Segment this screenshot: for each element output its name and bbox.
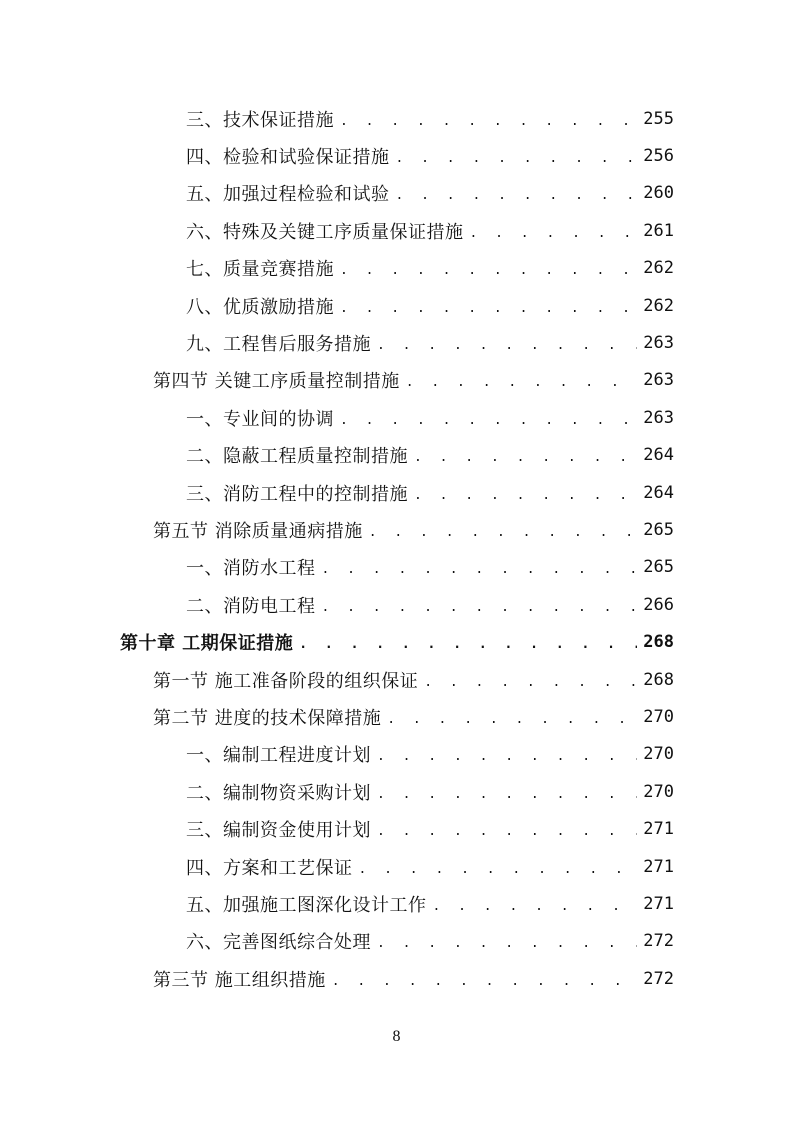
toc-entry-page-number: 255 — [643, 108, 674, 129]
toc-entry-page-number: 264 — [643, 445, 674, 466]
toc-subsection-entry[interactable] — [0, 736, 793, 773]
toc-entry-page-number: 266 — [643, 594, 674, 615]
toc-dot-leader — [424, 671, 637, 689]
toc-entry-label: 一、编制工程进度计划 — [186, 745, 371, 767]
toc-dot-leader — [396, 184, 638, 202]
toc-section-entry[interactable] — [0, 661, 793, 698]
toc-dot-leader — [299, 633, 637, 651]
toc-entry-page-number: 268 — [643, 669, 674, 690]
toc-dot-leader — [377, 932, 637, 950]
toc-entry-page-number: 271 — [643, 893, 674, 914]
toc-entry-page-number: 272 — [643, 931, 674, 952]
toc-subsection-entry[interactable] — [0, 324, 793, 361]
toc-entry-label: 二、消防电工程 — [186, 595, 316, 617]
toc-entry-label: 第十章 工期保证措施 — [120, 633, 294, 655]
toc-entry-page-number: 263 — [643, 370, 674, 391]
page-number: 8 — [392, 1028, 401, 1045]
toc-section-entry[interactable] — [0, 698, 793, 735]
toc-entry-label: 三、编制资金使用计划 — [186, 820, 371, 842]
toc-entry-label: 第三节 施工组织措施 — [153, 969, 326, 991]
toc-subsection-entry[interactable] — [0, 100, 793, 137]
toc-subsection-entry[interactable] — [0, 549, 793, 586]
toc-entry-label: 七、质量竞赛措施 — [186, 259, 334, 281]
toc-subsection-entry[interactable] — [0, 586, 793, 623]
toc-subsection-entry[interactable] — [0, 848, 793, 885]
toc-entry-page-number: 270 — [643, 744, 674, 765]
toc-dot-leader — [470, 222, 638, 240]
toc-entry-page-number: 263 — [643, 407, 674, 428]
toc-entry-label: 一、专业间的协调 — [186, 408, 334, 430]
toc-dot-leader — [340, 297, 637, 315]
toc-section-entry[interactable] — [0, 511, 793, 548]
toc-subsection-entry[interactable] — [0, 250, 793, 287]
toc-subsection-entry[interactable] — [0, 287, 793, 324]
toc-entry-label: 第五节 消除质量通病措施 — [153, 520, 363, 542]
toc-entry-page-number: 270 — [643, 781, 674, 802]
toc-entry-page-number: 264 — [643, 482, 674, 503]
toc-entry-page-number: 271 — [643, 819, 674, 840]
toc-entry-page-number: 262 — [643, 295, 674, 316]
toc-entry-page-number: 260 — [643, 183, 674, 204]
toc-entry-label: 二、隐蔽工程质量控制措施 — [186, 446, 408, 468]
toc-dot-leader — [414, 446, 637, 464]
toc-dot-leader — [433, 895, 638, 913]
toc-entry-label: 五、加强施工图深化设计工作 — [186, 894, 427, 916]
toc-entry-page-number: 262 — [643, 258, 674, 279]
toc-entry-label: 第一节 施工准备阶段的组织保证 — [153, 670, 419, 692]
toc-entry-label: 六、特殊及关键工序质量保证措施 — [186, 221, 464, 243]
toc-entry-label: 二、编制物资采购计划 — [186, 782, 371, 804]
toc-dot-leader — [340, 110, 637, 128]
toc-subsection-entry[interactable] — [0, 810, 793, 847]
toc-subsection-entry[interactable] — [0, 923, 793, 960]
toc-dot-leader — [414, 484, 637, 502]
toc-chapter-entry[interactable] — [0, 623, 793, 660]
toc-subsection-entry[interactable] — [0, 212, 793, 249]
toc-entry-page-number: 270 — [643, 706, 674, 727]
toc-entry-label: 第四节 关键工序质量控制措施 — [153, 371, 400, 393]
toc-entry-label: 第二节 进度的技术保障措施 — [153, 707, 382, 729]
toc-entry-label: 六、完善图纸综合处理 — [186, 932, 371, 954]
toc-dot-leader — [377, 745, 637, 763]
toc-dot-leader — [340, 259, 637, 277]
toc-entry-label: 九、工程售后服务措施 — [186, 334, 371, 356]
toc-entry-page-number: 268 — [643, 632, 674, 653]
toc-entry-label: 五、加强过程检验和试验 — [186, 184, 390, 206]
toc-dot-leader — [332, 970, 638, 988]
toc-subsection-entry[interactable] — [0, 137, 793, 174]
toc-entry-label: 四、方案和工艺保证 — [186, 857, 353, 879]
toc-dot-leader — [359, 858, 638, 876]
toc-subsection-entry[interactable] — [0, 399, 793, 436]
toc-subsection-entry[interactable] — [0, 885, 793, 922]
toc-entry-page-number: 271 — [643, 856, 674, 877]
toc-dot-leader — [369, 521, 638, 539]
toc-entry-label: 四、检验和试验保证措施 — [186, 147, 390, 169]
toc-subsection-entry[interactable] — [0, 773, 793, 810]
toc-dot-leader — [406, 371, 638, 389]
toc-section-entry[interactable] — [0, 362, 793, 399]
toc-entry-label: 三、技术保证措施 — [186, 109, 334, 131]
toc-dot-leader — [322, 558, 638, 576]
toc-entry-page-number: 256 — [643, 146, 674, 167]
toc-dot-leader — [387, 708, 637, 726]
toc-entry-label: 一、消防水工程 — [186, 558, 316, 580]
toc-subsection-entry[interactable] — [0, 175, 793, 212]
toc-entry-page-number: 261 — [643, 220, 674, 241]
toc-entry-page-number: 265 — [643, 519, 674, 540]
toc-entry-page-number: 272 — [643, 968, 674, 989]
toc-dot-leader — [377, 820, 637, 838]
toc-dot-leader — [396, 147, 638, 165]
toc-subsection-entry[interactable] — [0, 474, 793, 511]
toc-dot-leader — [322, 596, 638, 614]
toc-entry-page-number: 265 — [643, 557, 674, 578]
toc-section-entry[interactable] — [0, 960, 793, 997]
toc-dot-leader — [340, 409, 637, 427]
toc-dot-leader — [377, 334, 637, 352]
toc-subsection-entry[interactable] — [0, 437, 793, 474]
toc-entry-page-number: 263 — [643, 333, 674, 354]
toc-entry-label: 三、消防工程中的控制措施 — [186, 483, 408, 505]
toc-entry-label: 八、优质激励措施 — [186, 296, 334, 318]
table-of-contents — [0, 100, 793, 997]
toc-dot-leader — [377, 783, 637, 801]
